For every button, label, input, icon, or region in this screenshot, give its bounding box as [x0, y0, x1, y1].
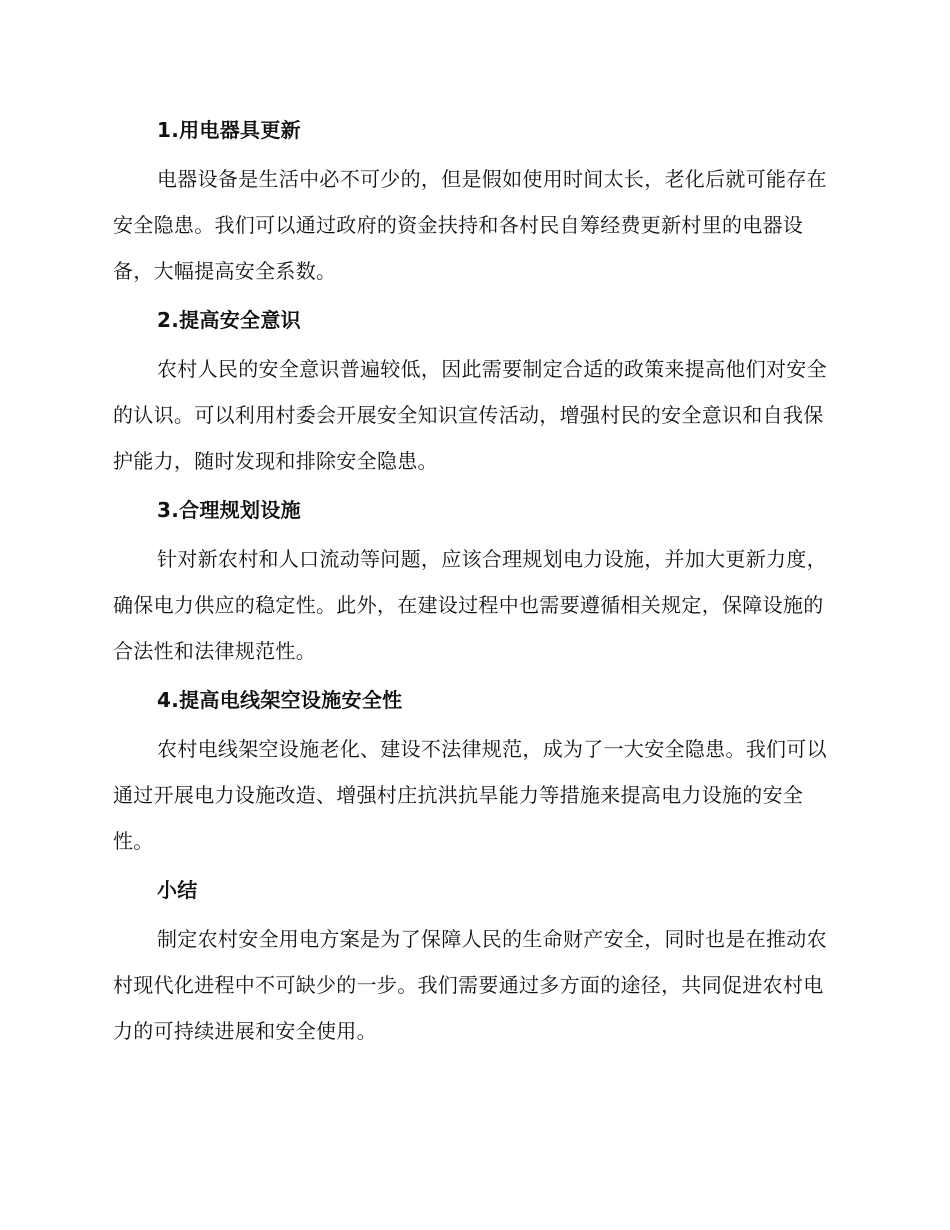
section-paragraph: 农村人民的安全意识普遍较低，因此需要制定合适的政策来提高他们对安全的认识。可以利用村委会开展安全知识宣传活动，增强村民的安全意识和自我保护能力，随时发现和排除安全隐患。 [113, 357, 827, 473]
section-summary [113, 864, 833, 1054]
section-heading: 1.用电器具更新 [157, 118, 301, 142]
section-paragraph: 农村电线架空设施老化、建设不法律规范，成为了一大安全隐患。我们可以通过开展电力设施改造、增强村庄抗洪抗旱能力等措施来提高电力设施的安全性。 [113, 737, 827, 853]
section-paragraph: 针对新农村和人口流动等问题，应该合理规划电力设施，并加大更新力度，确保电力供应的稳定性。此外，在建设过程中也需要遵循相关规定，保障设施的合法性和法律规范性。 [113, 547, 827, 663]
section-safety-awareness [113, 294, 833, 484]
section-paragraph: 电器设备是生活中必不可少的，但是假如使用时间太长，老化后就可能存在安全隐患。我们可以通过政府的资金扶持和各村民自筹经费更新村里的电器设备，大幅提高安全系数。 [113, 167, 827, 283]
section-heading: 小结 [157, 878, 198, 902]
document-body [113, 104, 833, 1054]
section-paragraph: 制定农村安全用电方案是为了保障人民的生命财产安全，同时也是在推动农村现代化进程中不可缺少的一步。我们需要通过多方面的途径，共同促进农村电力的可持续进展和安全使用。 [113, 927, 827, 1043]
section-overhead-line-safety [113, 674, 833, 864]
section-heading: 4.提高电线架空设施安全性 [157, 688, 403, 712]
section-heading: 3.合理规划设施 [157, 498, 301, 522]
section-heading: 2.提高安全意识 [157, 308, 301, 332]
section-facility-planning [113, 484, 833, 674]
section-appliance-update [113, 104, 833, 294]
